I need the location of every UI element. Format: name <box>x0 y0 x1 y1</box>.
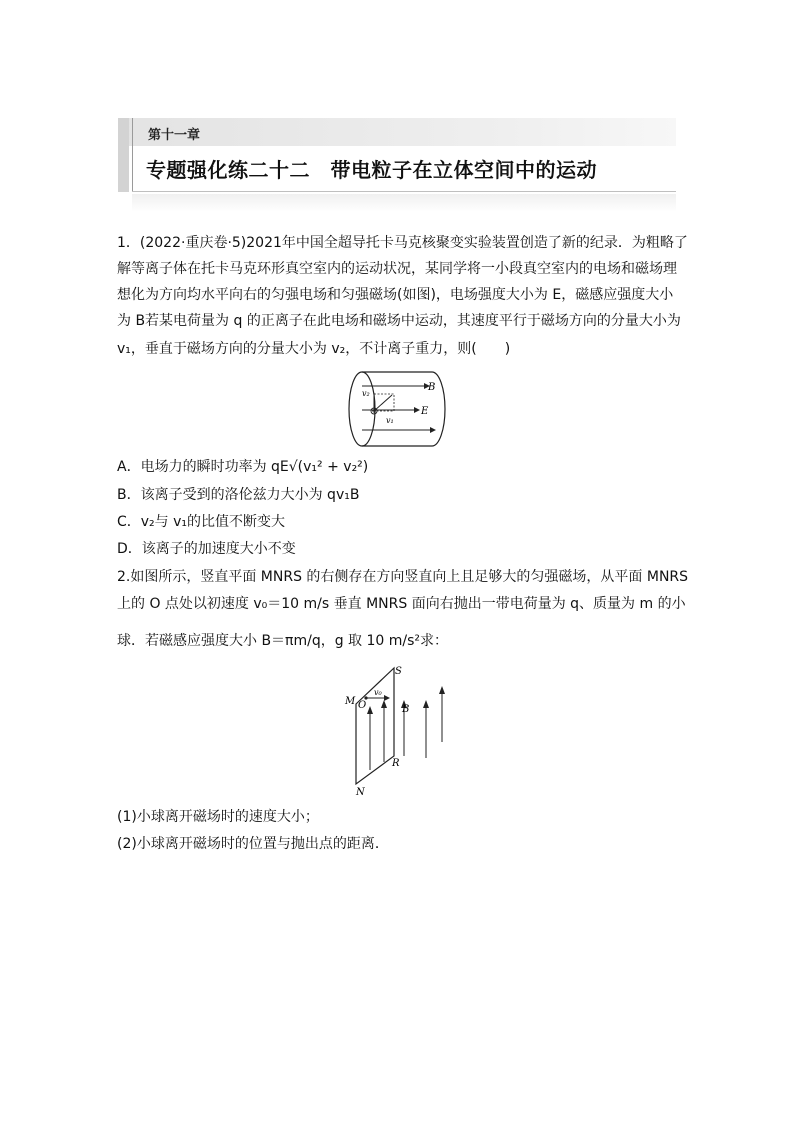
q1-line-5: v₁，垂直于磁场方向的分量大小为 v₂，不计离子重力，则( ) <box>117 341 511 357</box>
q1-line-4: 为 B若某电荷量为 q 的正离子在此电场和磁场中运动，其速度平行于磁场方向的分量大小为 <box>117 313 681 329</box>
q2-fig-N: N <box>356 787 365 798</box>
page-title: 专题强化练二十二 带电粒子在立体空间中的运动 <box>146 158 597 182</box>
q1-option-a: A．电场力的瞬时功率为 qE√(v₁² + v₂²) <box>117 459 369 475</box>
header-bar <box>118 118 676 146</box>
q1-line-1: 1．(2022·重庆卷·5)2021年中国全超导托卡马克核聚变实验装置创造了新的纪录．为粗略了 <box>117 235 688 251</box>
q1-option-d: D．该离子的加速度大小不变 <box>117 541 296 557</box>
q2-fig-O: O <box>358 700 367 711</box>
q2-sub-question-1: (1)小球离开磁场时的速度大小； <box>117 809 319 825</box>
q1-fig-E: E <box>421 406 429 417</box>
q2-fig-v0: v₀ <box>374 688 382 697</box>
q2-fig-M: M <box>345 696 356 707</box>
q1-fig-v2: v₂ <box>362 389 370 398</box>
header-divider <box>132 118 133 192</box>
q1-line-2: 解等离子体在托卡马克环形真空室内的运动状况，某同学将一小段真空室内的电场和磁场理 <box>117 261 677 277</box>
q1-fig-B: B <box>428 382 436 393</box>
q2-fig-B: B <box>402 704 410 715</box>
q1-option-b: B．该离子受到的洛伦兹力大小为 qv₁B <box>117 487 360 503</box>
q2-fig-S: S <box>395 666 402 677</box>
q2-sub-question-2: (2)小球离开磁场时的位置与抛出点的距离． <box>117 836 389 852</box>
q1-fig-v1: v₁ <box>386 416 394 425</box>
header-underline <box>132 191 676 192</box>
q1-line-3: 想化为方向均水平向右的匀强电场和匀强磁场(如图)，电场强度大小为 E，磁感应强度大小 <box>117 287 674 303</box>
chapter-label: 第十一章 <box>148 128 201 143</box>
q1-option-c: C．v₂与 v₁的比值不断变大 <box>117 514 286 530</box>
q2-figure <box>342 662 452 798</box>
q2-fig-R: R <box>392 758 400 769</box>
chapter-header <box>118 118 676 210</box>
q2-line-1: 2.如图所示，竖直平面 MNRS 的右侧存在方向竖直向上且足够大的匀强磁场，从平面 MNRS <box>117 569 689 585</box>
q1-figure <box>344 368 454 450</box>
q2-line-3: 球．若磁感应强度大小 B＝πm/q，g 取 10 m/s²求： <box>117 633 449 649</box>
header-shadow <box>132 194 676 212</box>
q2-line-2: 上的 O 点处以初速度 v₀＝10 m/s 垂直 MNRS 面向右抛出一带电荷量为 q、质量为 m 的小 <box>117 596 686 612</box>
header-accent <box>118 118 129 192</box>
